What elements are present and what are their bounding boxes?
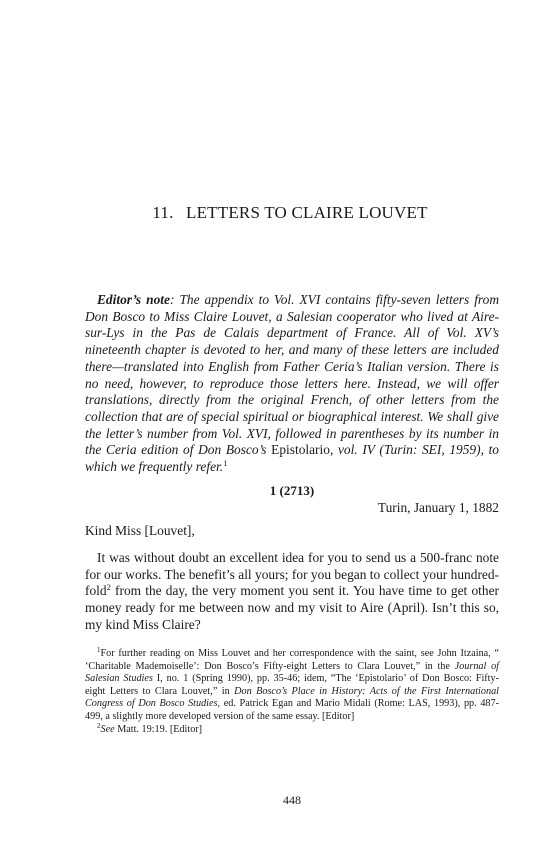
letter-number: 1 (2713): [269, 483, 315, 498]
footnote-text: , ed. Patrick Egan and Mario Midali (Rome: LAS, 1993), pp. 487-499, a slightly more developed version of the same essay. [Editor]: [85, 698, 499, 722]
editors-note-text: The appendix to Vol. XVI contains fifty-seven letters from Don Bosco to Miss Claire Louvet, a Salesian cooperator who lived at Aire-sur-Lys in the Pas de Calais department of France. All of Vol. XV’s nineteenth chapter is devoted to her, and many of these letters are included there—translated into English from Father Ceria’s Italian version. There is no need, however, to reproduce those letters here. Instead, we will offer translations, directly from the original French, of other letters from the collection that are of special spiritual or biographical interest. We shall give the letter’s number from Vol. XVI, followed in parentheses by its number in the Ceria edition of Don Bosco’s: [85, 292, 499, 458]
footnote-see: See: [100, 723, 115, 735]
letter-body: [85, 550, 499, 634]
editors-note: Editor’s note: The appendix to Vol. XVI contains fifty-seven letters from Don Bosco to Miss Claire Louvet, a Salesian cooperator who lived at Aire-sur-Lys in the Pas de Calais department of France. All of Vol. XV’s nineteenth chapter is devoted to her, and many of these letters are included there—translated into English from Father Ceria’s Italian version. There is no need, however, to reproduce those letters here. Instead, we will offer translations, directly from the original French, of other letters from the collection that are of special spiritual or biographical interest. We shall give the letter’s number from Vol. XVI, followed in parentheses by its number in the Ceria edition of Don Bosco’s Epistolario, vol. IV (Turin: SEI, 1959), to which we frequently refer.$^1$: [85, 292, 499, 475]
book-title: Don Bosco’s Place in History: Acts of the First International Congress of Don Bosco Studies: [85, 685, 499, 710]
chapter-heading: LETTERS TO CLAIRE LOUVET: [186, 203, 428, 222]
editors-note-text-end: , vol. IV (Turin: SEI, 1959), to which we frequently refer.: [85, 442, 499, 475]
footnote-marker: 1: [223, 458, 228, 469]
footnotes: [85, 648, 499, 736]
chapter-title: [90, 203, 490, 223]
footnote-marker: 2: [97, 721, 101, 730]
footnote: [85, 721, 499, 737]
page-number: 448: [283, 793, 301, 807]
letter-body-text-end: from the day, the very moment you sent it. You have time to get other money ready for me between now and my visit to Aire (April). Isn’t this so, my kind Miss Claire?: [85, 583, 499, 632]
footnote-marker: 2: [106, 582, 111, 593]
letter-salutation: Kind Miss [Louvet],: [85, 523, 195, 538]
footnote-text: For further reading on Miss Louvet and her correspondence with the saint, see John Itzaina, “ ‘Charitable Mademoiselle’: Don Bosco’s Fifty-eight Letters to Clara Louvet,” in the: [85, 648, 499, 672]
journal-title: Journal of Salesian Studies: [85, 660, 499, 685]
footnote: [85, 648, 499, 724]
footnote-marker: 1: [97, 646, 101, 654]
footnote-text: Matt. 19:19. [Editor]: [114, 723, 203, 735]
letter-body-text: It was without doubt an excellent idea for you to send us a 500-franc note for our works. The benefit’s all yours; for you began to collect your hundred-fold: [85, 550, 499, 599]
chapter-number: 11.: [152, 203, 174, 222]
epistolario-title: Epistolario: [271, 442, 330, 458]
editors-note-label: Editor’s note: [97, 292, 170, 307]
footnote-text: I, no. 1 (Spring 1990), pp. 35-46; idem, “The ‘Epistolario’ of Don Bosco: Fifty-eight Letters to Clara Louvet,” in: [85, 673, 499, 697]
letter-dateline: Turin, January 1, 1882: [377, 500, 499, 515]
